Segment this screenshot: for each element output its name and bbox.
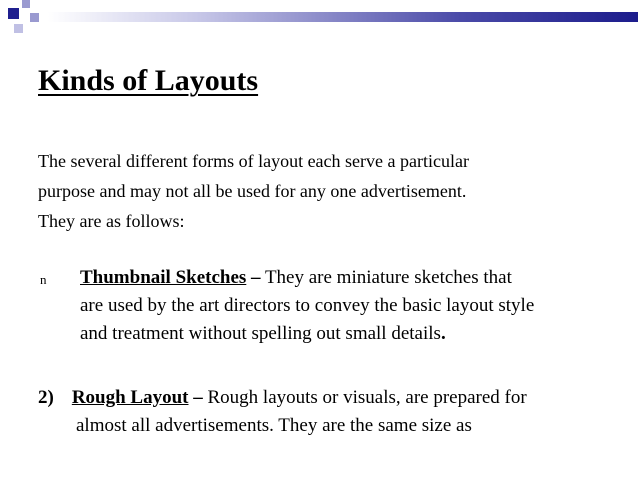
item-text: are used by the art directors to convey the basic layout style [80, 295, 535, 316]
intro-line: They are as follows: [38, 211, 185, 231]
list-number: 2) [38, 387, 54, 408]
list-item-thumbnail-sketches [80, 264, 625, 348]
item-text: and treatment without spelling out small details [80, 323, 441, 344]
term-dash: – [251, 267, 261, 288]
intro-line: The several different forms of layout each serve a particular [38, 151, 469, 171]
term-rough-layout: Rough Layout [71, 387, 189, 408]
decorative-square-pale [14, 24, 23, 33]
decorative-square-dark [8, 8, 19, 19]
header-gradient-bar [48, 12, 638, 22]
decorative-square-light [30, 13, 39, 22]
decorative-square-light [22, 0, 30, 8]
slide-title: Kinds of Layouts [38, 64, 259, 97]
intro-paragraph [38, 146, 618, 236]
term-thumbnail-sketches: Thumbnail Sketches [80, 267, 247, 288]
list-item-rough-layout [38, 384, 628, 440]
list-bullet: n [40, 272, 47, 287]
term-dash: – [193, 387, 203, 408]
item-text: Rough layouts or visuals, are prepared for [202, 387, 527, 408]
intro-line: purpose and may not all be used for any one advertisement. [38, 181, 467, 201]
item-text: They are miniature sketches that [260, 267, 512, 288]
item-text: almost all advertisements. They are the same size as [76, 415, 472, 436]
item-period: . [440, 323, 446, 344]
